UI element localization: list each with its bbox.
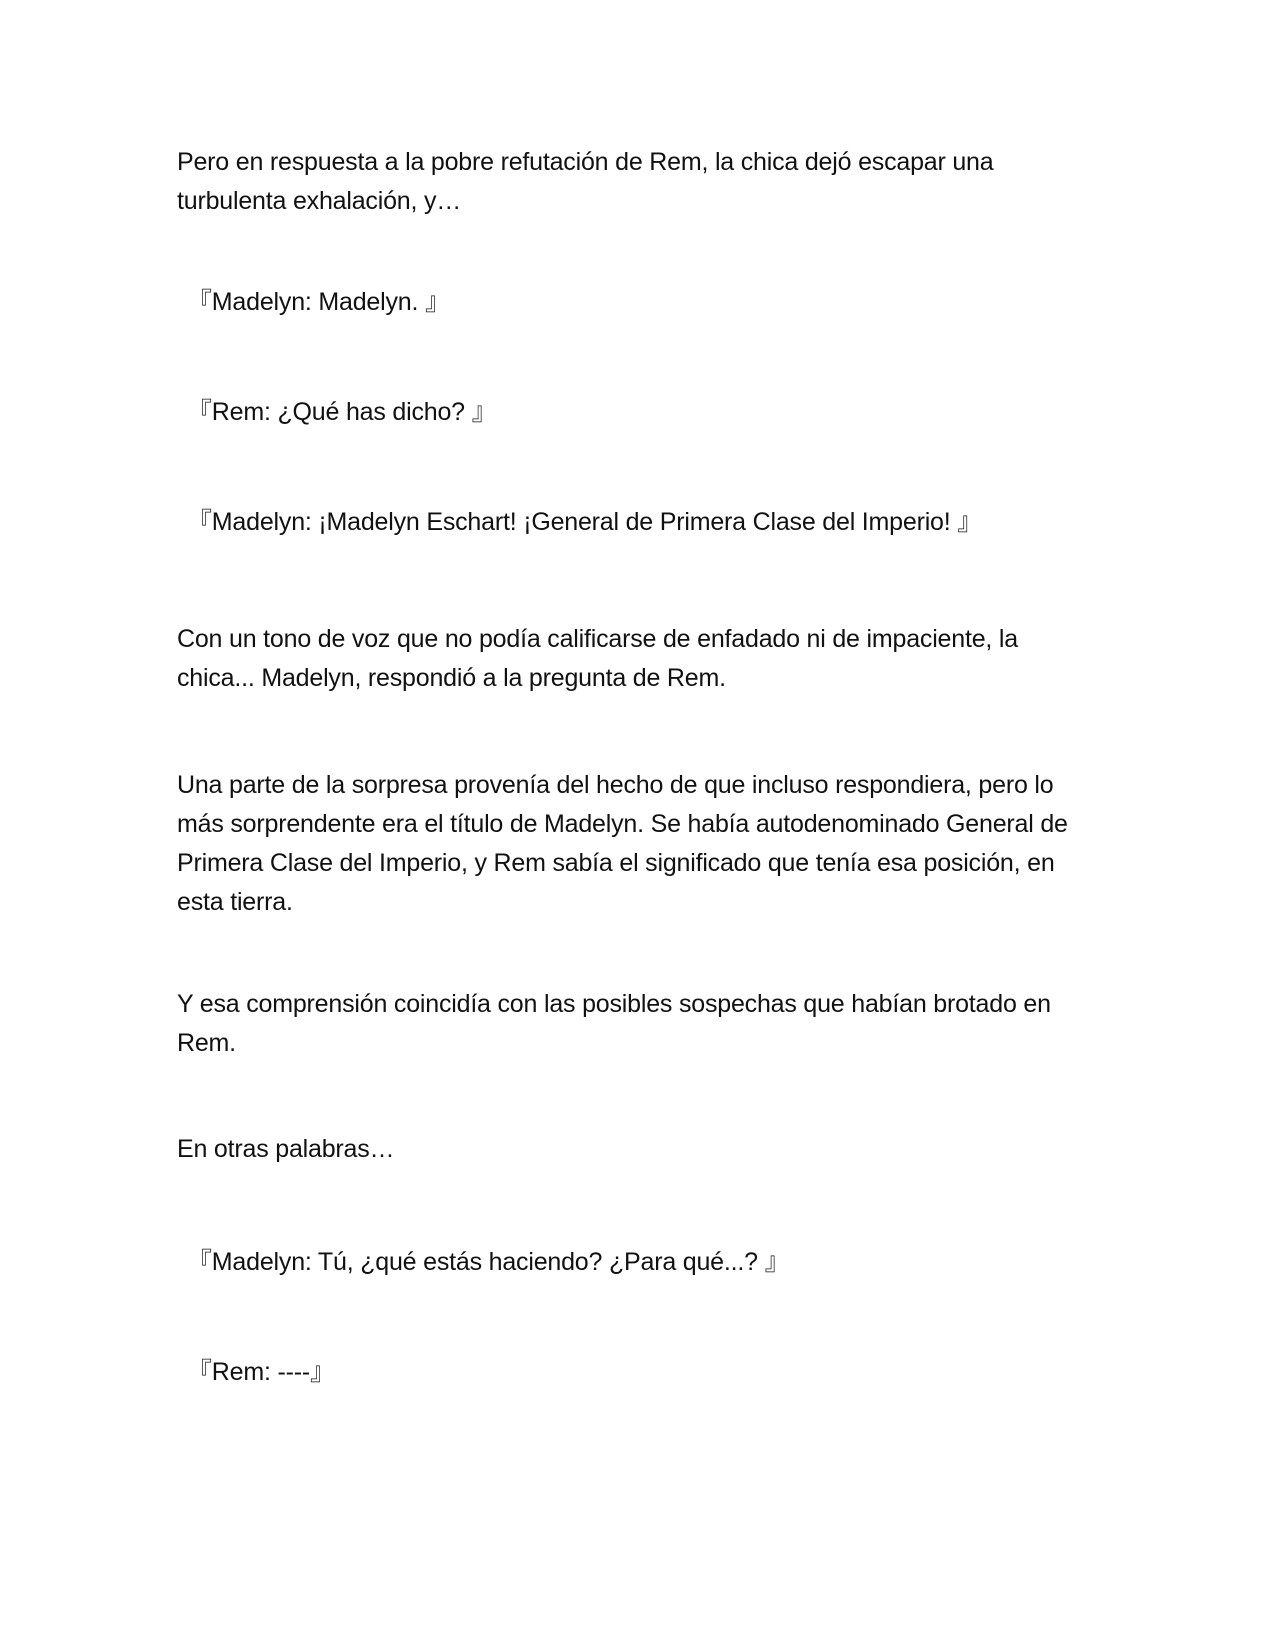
dialogue-rem-2: 『Rem: ----』 [187,1358,335,1386]
paragraph-narration-2: Con un tono de voz que no podía calificarse de enfadado ni de impaciente, la chica... Madelyn, respondió a la pregunta de Rem. [177,625,1018,692]
dialogue-madelyn-1: 『Madelyn: Madelyn. 』 [187,288,450,316]
dialogue-rem-1: 『Rem: ¿Qué has dicho? 』 [187,398,497,426]
paragraph-narration-5: En otras palabras… [177,1135,395,1163]
paragraph-narration-1: Pero en respuesta a la pobre refutación de Rem, la chica dejó escapar una turbulenta exhalación, y… [177,148,994,215]
paragraph-narration-3: Una parte de la sorpresa provenía del hecho de que incluso respondiera, pero lo más sorprendente era el título de Madelyn. Se había autodenominado General de Primera Clase del Imperio, y Rem sabía el significado que tenía esa posición, en esta tierra. [177,771,1068,916]
dialogue-madelyn-3: 『Madelyn: Tú, ¿qué estás haciendo? ¿Para qué...? 』 [187,1248,790,1276]
paragraph-narration-4: Y esa comprensión coincidía con las posibles sospechas que habían brotado en Rem. [177,990,1051,1057]
dialogue-madelyn-2: 『Madelyn: ¡Madelyn Eschart! ¡General de Primera Clase del Imperio! 』 [187,508,983,536]
